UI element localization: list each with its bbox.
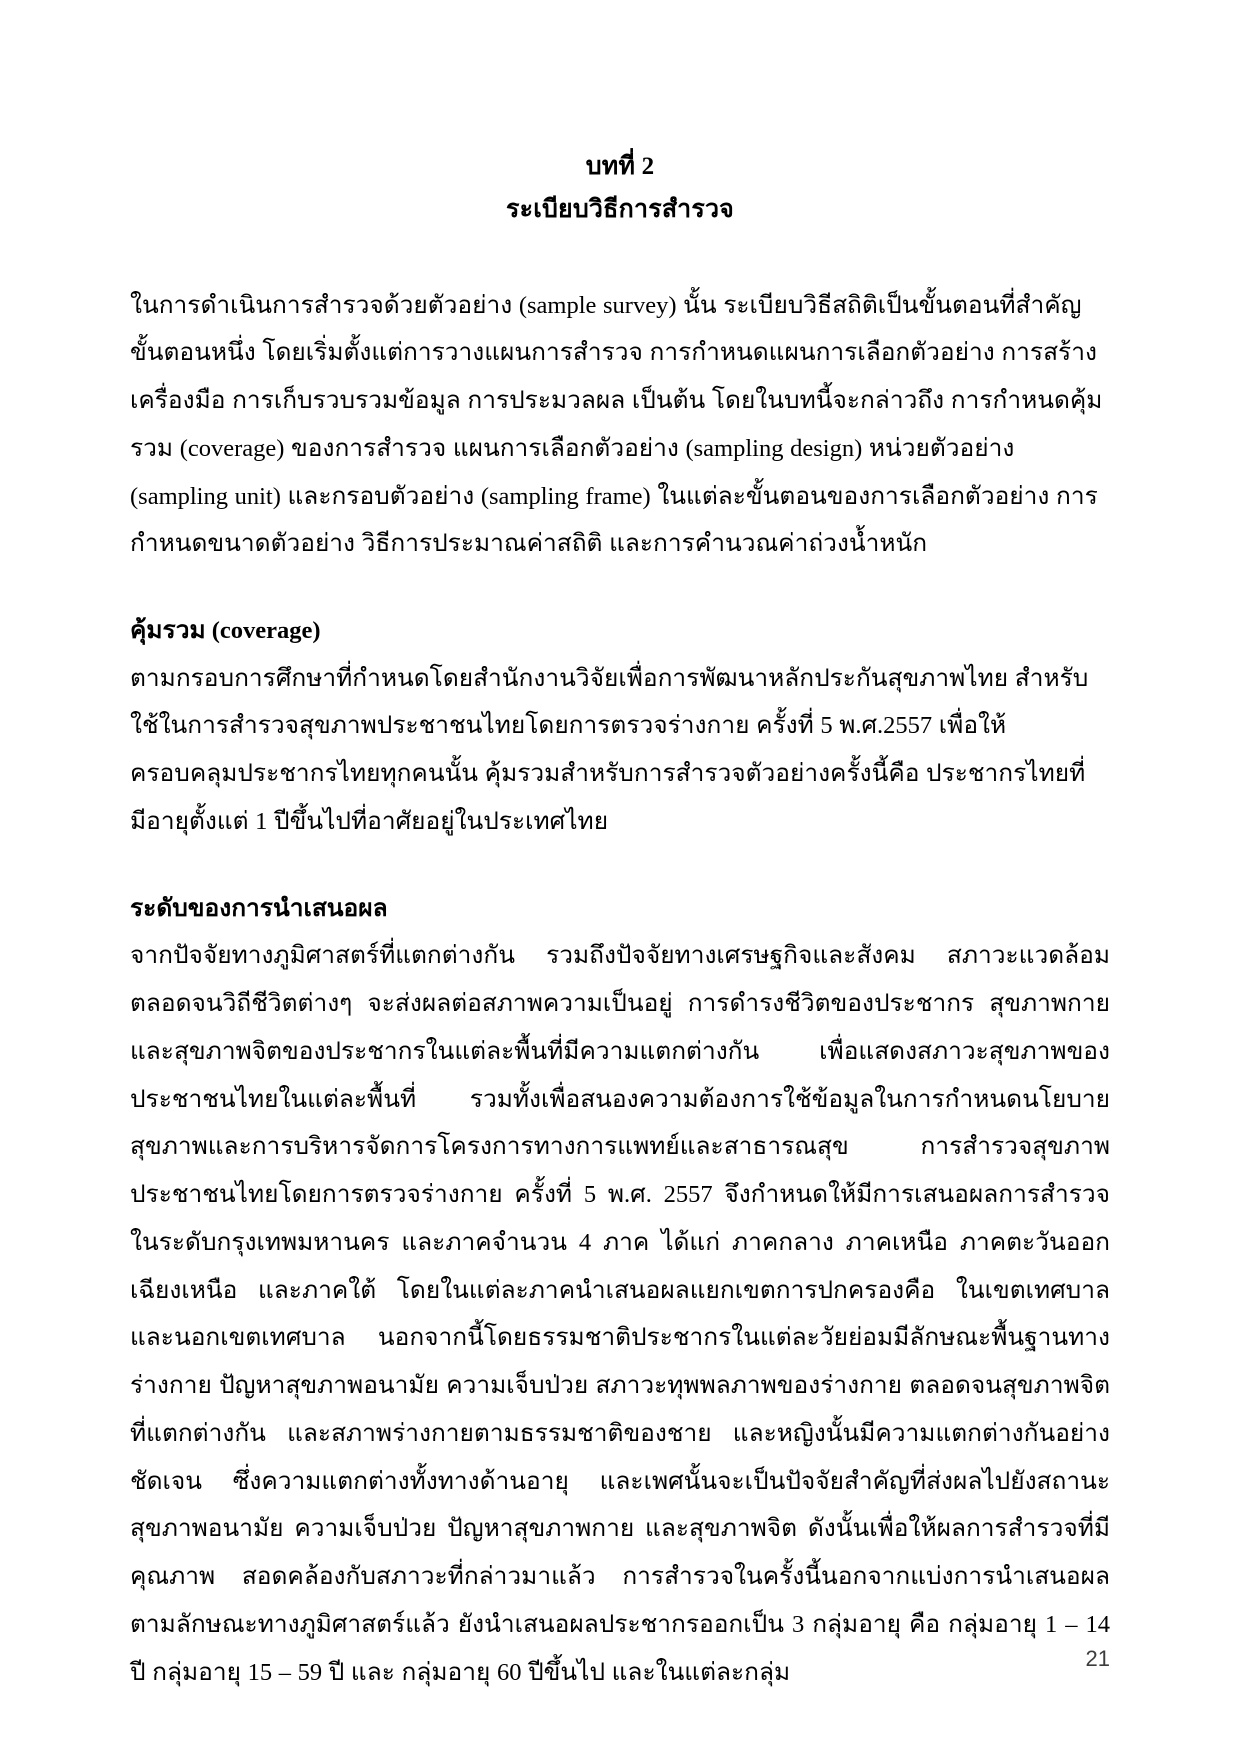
- page-number: 21: [1085, 1646, 1110, 1671]
- coverage-paragraph: ตามกรอบการศึกษาที่กำหนดโดยสำนักงานวิจัยเพื่อการพัฒนาหลักประกันสุขภาพไทย สำหรับใช้ในการสำรวจสุขภาพประชาชนไทยโดยการตรวจร่างกาย ครั้งที่ 5 พ.ศ.2557 เพื่อให้ครอบคลุมประชากรไทยทุกคนนั้น คุ้มรวมสำหรับการสำรวจตัวอย่างครั้งนี้คือ ประชากรไทยที่มีอายุตั้งแต่ 1 ปีขึ้นไปที่อาศัยอยู่ในประเทศไทย: [130, 664, 1089, 835]
- spacer-before-coverage-heading: [130, 568, 1110, 608]
- spacer-before-level-heading: [130, 846, 1110, 886]
- intro-paragraph: ในการดำเนินการสำรวจด้วยตัวอย่าง (sample survey) นั้น ระเบียบวิธีสถิติเป็นขั้นตอนที่สำคัญขั้นตอนหนึ่ง โดยเริ่มตั้งแต่การวางแผนการสำรวจ การกำหนดแผนการเลือกตัวอย่าง การสร้างเครื่องมือ การเก็บรวบรวมข้อมูล การประมวลผล เป็นต้น โดยในบทนี้จะกล่าวถึง การกำหนดคุ้มรวม (coverage) ของการสำรวจ แผนการเลือกตัวอย่าง (sampling design) หน่วยตัวอย่าง (sampling unit) และกรอบตัวอย่าง (sampling frame) ในแต่ละขั้นตอนของการเลือกตัวอย่าง การกำหนดขนาดตัวอย่าง วิธีการประมาณค่าสถิติ และการคำนวณค่าถ่วงน้ำหนัก: [130, 291, 1103, 558]
- presentation-level-paragraph: จากปัจจัยทางภูมิศาสตร์ที่แตกต่างกัน รวมถึงปัจจัยทางเศรษฐกิจและสังคม สภาวะแวดล้อม ตลอดจนวิถีชีวิตต่างๆ จะส่งผลต่อสภาพความเป็นอยู่ การดำรงชีวิตของประชากร สุขภาพกาย และสุขภาพจิตของประชากรในแต่ละพื้นที่มีความแตกต่างกัน เพื่อแสดงสภาวะสุขภาพของประชาชนไทยในแต่ละพื้นที่ รวมทั้งเพื่อสนองความต้องการใช้ข้อมูลในการกำหนดนโยบายสุขภาพและการบริหารจัดการโครงการทางการแพทย์และสาธารณสุข การสำรวจสุขภาพประชาชนไทยโดยการตรวจร่างกาย ครั้งที่ 5 พ.ศ. 2557 จึงกำหนดให้มีการเสนอผลการสำรวจในระดับกรุงเทพมหานคร และภาคจำนวน 4 ภาค ได้แก่ ภาคกลาง ภาคเหนือ ภาคตะวันออกเฉียงเหนือ และภาคใต้ โดยในแต่ละภาคนำเสนอผลแยกเขตการปกครองคือ ในเขตเทศบาล และนอกเขตเทศบาล นอกจากนี้โดยธรรมชาติประชากรในแต่ละวัยย่อมมีลักษณะพื้นฐานทางร่างกาย ปัญหาสุขภาพอนามัย ความเจ็บป่วย สภาวะทุพพลภาพของร่างกาย ตลอดจนสุขภาพจิตที่แตกต่างกัน และสภาพร่างกายตามธรรมชาติของชาย และหญิงนั้นมีความแตกต่างกันอย่างชัดเจน ซึ่งความแตกต่างทั้งทางด้านอายุ และเพศนั้นจะเป็นปัจจัยสำคัญที่ส่งผลไปยังสถานะสุขภาพอนามัย ความเจ็บป่วย ปัญหาสุขภาพกาย และสุขภาพจิต ดังนั้นเพื่อให้ผลการสำรวจที่มีคุณภาพ สอดคล้องกับสภาวะที่กล่าวมาแล้ว การสำรวจในครั้งนี้นอกจากแบ่งการนำเสนอผลตามลักษณะทางภูมิศาสตร์แล้ว ยังนำเสนอผลประชากรออกเป็น 3 กลุ่มอายุ คือ กลุ่มอายุ 1 – 14 ปี กลุ่มอายุ 15 – 59 ปี และ กลุ่มอายุ 60 ปีขึ้นไป และในแต่ละกลุ่ม: [130, 942, 1110, 1686]
- chapter-subtitle: ระเบียบวิธีการสำรวจ: [505, 195, 735, 223]
- presentation-level-section-heading: ระดับของการนำเสนอผล: [130, 894, 388, 922]
- chapter-title: บทที่ 2: [585, 153, 655, 180]
- coverage-section-heading: คุ้มรวม (coverage): [130, 617, 321, 645]
- spacer-after-title: [130, 230, 1110, 282]
